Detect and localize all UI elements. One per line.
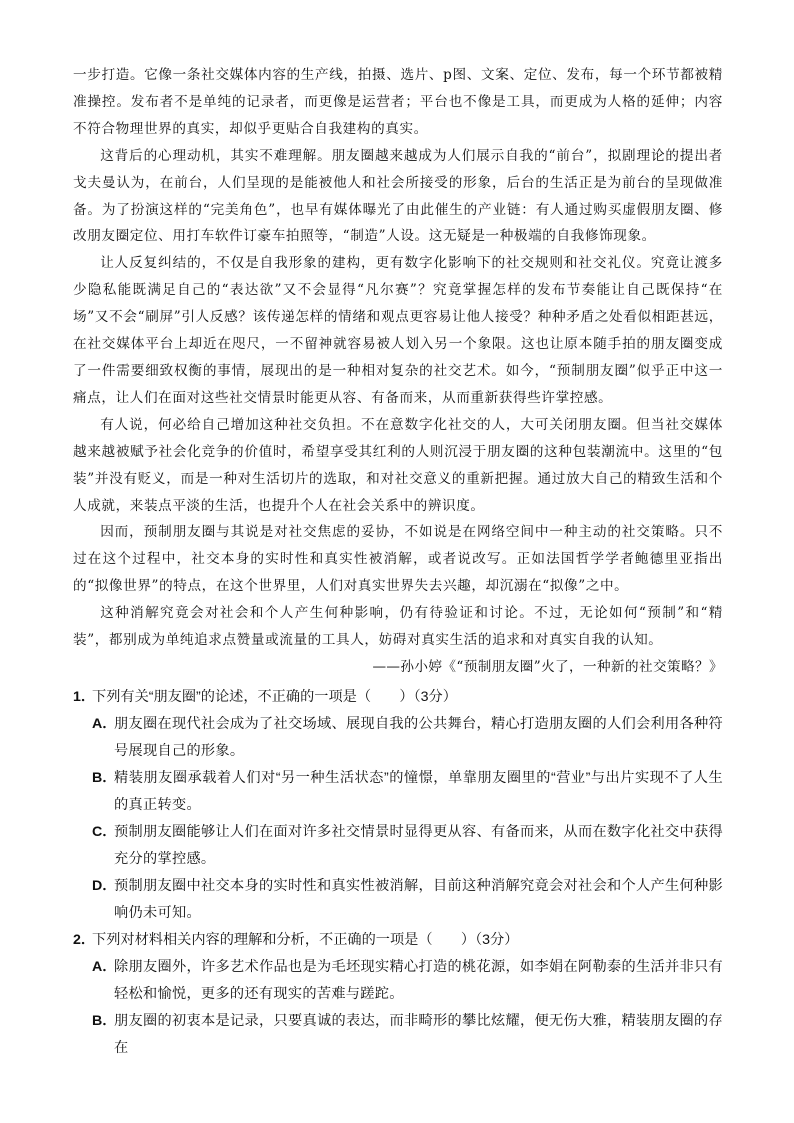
option-letter: A． [92,958,117,975]
option-letter: A． [92,715,117,732]
option-b [73,765,723,819]
option-a [73,954,723,1008]
passage-paragraph-4: 有人说，何必给自己增加这种社交负担。不在意数字化社交的人，大可关闭朋友圈。但当社交媒体越来越被赋予社会化竞争的价值时，希望享受其红利的人则沉浸于朋友圈的这种包装潮流中。这里的“包装”并没有贬义，而是一种对生活切片的选取，和对社交意义的重新把握。通过放大自己的精致生活和个人成就，来装点平淡的生活，也提升个人在社会关系中的辨识度。 [73,416,723,514]
question-text: 下列对材料相关内容的理解和分析，不正确的一项是（ ）（3分） [92,931,519,948]
question-text: 下列有关“朋友圈”的论述，不正确的一项是（ ）（3分） [92,688,457,705]
option-text: 预制朋友圈能够让人们在面对许多社交情景时显得更从容、有备而来，从而在数字化社交中获得充分的掌控感。 [114,823,723,867]
document-page [73,62,723,1062]
question-stem [73,684,723,711]
option-d [73,873,723,927]
question-number: 2． [73,931,96,948]
reading-passage [73,62,723,681]
question-1 [73,684,723,927]
passage-paragraph-6: 这种消解究竟会对社会和个人产生何种影响，仍有待验证和讨论。不过，无论如何“预制”和“精装”，都别成为单纯追求点赞量或流量的工具人，妨碍对真实生活的追求和对真实自我的认知。 [73,605,723,649]
option-c [73,819,723,873]
option-letter: C． [92,823,117,840]
option-text: 朋友圈的初衷本是记录，只要真诚的表达，而非畸形的攀比炫耀，便无伤大雅，精装朋友圈的存在 [114,1012,723,1056]
passage-source: ——孙小婷《“预制朋友圈”火了，一种新的社交策略？》 [372,658,723,675]
question-number: 1． [73,688,96,705]
option-letter: D． [92,877,117,894]
question-2 [73,927,723,1062]
option-text: 除朋友圈外，许多艺术作品也是为毛坯现实精心打造的桃花源，如李娟在阿勒泰的生活并非只有轻松和愉悦，更多的还有现实的苦难与蹉跎。 [114,958,723,1002]
option-letter: B． [92,1012,117,1029]
question-list [73,684,723,1062]
option-b [73,1008,723,1062]
passage-paragraph-2: 这背后的心理动机，其实不难理解。朋友圈越来越成为人们展示自我的“前台”，拟剧理论的提出者戈夫曼认为，在前台，人们呈现的是能被他人和社会所接受的形象，后台的生活正是为前台的呈现做准备。为了扮演这样的“完美角色”，也早有媒体曝光了由此催生的产业链：有人通过购买虚假朋友圈、修改朋友圈定位、用打车软件订豪车拍照等，“制造”人设。这无疑是一种极端的自我修饰现象。 [73,147,723,245]
passage-paragraph-3: 让人反复纠结的，不仅是自我形象的建构，更有数字化影响下的社交规则和社交礼仪。究竟让渡多少隐私能既满足自己的“表达欲”又不会显得“凡尔赛”？究竟掌握怎样的发布节奏能让自己既保持“在场”又不会“刷屏”引人反感？该传递怎样的情绪和观点更容易让他人接受？种种矛盾之处看似相距甚远，在社交媒体平台上却近在咫尺，一不留神就容易被人划入另一个象限。这也让原本随手拍的朋友圈变成了一件需要细致权衡的事情，展现出的是一种相对复杂的社交艺术。如今，“预制朋友圈”似乎正中这一痛点，让人们在面对这些社交情景时能更从容、有备而来，从而重新获得些许掌控感。 [73,255,723,406]
option-text: 精装朋友圈承载着人们对“另一种生活状态”的憧憬，单靠朋友圈里的“营业”与出片实现不了人生的真正转变。 [114,769,723,813]
option-text: 预制朋友圈中社交本身的实时性和真实性被消解，目前这种消解究竟会对社会和个人产生何种影响仍未可知。 [114,877,723,921]
option-a [73,711,723,765]
option-letter: B． [92,769,117,786]
passage-paragraph-1: 一步打造。它像一条社交媒体内容的生产线，拍摄、选片、p图、文案、定位、发布，每一个环节都被精准操控。发布者不是单纯的记录者，而更像是运营者；平台也不像是工具，而更成为人格的延伸；内容不符合物理世界的真实，却似乎更贴合自我建构的真实。 [73,67,723,137]
question-stem [73,927,723,954]
passage-paragraph-5: 因而，预制朋友圈与其说是对社交焦虑的妥协，不如说是在网络空间中一种主动的社交策略。只不过在这个过程中，社交本身的实时性和真实性被消解，或者说改写。正如法国哲学学者鲍德里亚指出的“拟像世界”的特点，在这个世界里，人们对真实世界失去兴趣，却沉溺在“拟像”之中。 [73,524,723,595]
option-text: 朋友圈在现代社会成为了社交场域、展现自我的公共舞台，精心打造朋友圈的人们会利用各种符号展现自己的形象。 [114,715,723,759]
